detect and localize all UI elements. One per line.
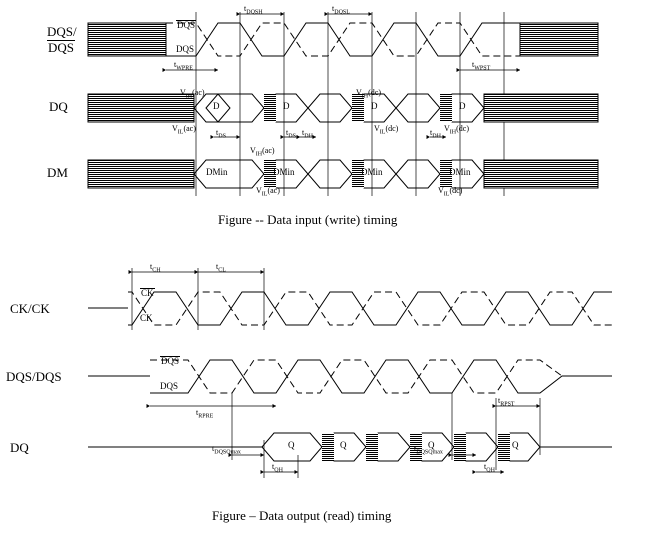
data-cell-label-dmin4: DMin	[449, 167, 471, 177]
timing-param-tch: $t_{CH}$	[150, 262, 161, 274]
data-cell-label-d2: D	[283, 101, 290, 111]
level-label-vih-ac-1: $V_{IH}(ac)$	[180, 88, 205, 100]
signal-label-dq-write: DQ	[49, 99, 68, 114]
data-cell-label-q1: Q	[288, 440, 295, 450]
signal-label-dqs-read: DQS/DQS	[6, 369, 62, 384]
signal-label-dm-write: DM	[47, 165, 68, 180]
timing-param-trpre: $t_{RPRE}$	[196, 408, 214, 420]
waveform-label-dqs-bar-read: DQS	[161, 356, 180, 366]
level-label-vil-ac-2: $V_{IL}(ac)$	[256, 186, 280, 198]
timing-param-tdqsl: $t_{DQSL}$	[332, 4, 350, 16]
data-cell-label-d4: D	[459, 101, 466, 111]
timing-param-twpst: $t_{WPST}$	[472, 60, 491, 72]
timing-param-tcl: $t_{CL}$	[216, 262, 226, 274]
timing-param-tds-1: $t_{DS}$	[216, 128, 226, 140]
timing-param-tdh-2: $t_{DH}$	[430, 128, 441, 140]
signal-label-dqs-top: DQS/	[47, 24, 77, 39]
level-label-vih-dc-2: $V_{IH}(dc)$	[444, 124, 470, 136]
timing-param-twpre: $t_{WPRE}$	[174, 60, 193, 72]
waveform-label-dqs-read: DQS	[160, 381, 179, 391]
figure-caption-write: Figure -- Data input (write) timing	[218, 212, 398, 227]
data-cell-label-dmin2: DMin	[273, 167, 295, 177]
timing-param-tdqsqmax-1: $t_{DQSQmax}$	[212, 444, 241, 456]
timing-param-tdh-1: $t_{DH}$	[302, 128, 313, 140]
figure-caption-read: Figure – Data output (read) timing	[212, 508, 392, 523]
level-label-vil-ac-1: $V_{IL}(ac)$	[172, 124, 196, 136]
signal-label-dq-read: DQ	[10, 440, 29, 455]
timing-param-tqh-2: $t_{QH}$	[484, 462, 495, 474]
data-cell-label-q2: Q	[340, 440, 347, 450]
level-label-vih-dc-1: $V_{IH}(dc)$	[356, 88, 382, 100]
timing-param-tdqsqmax-2: $t_{DQSQmax}$	[414, 444, 443, 456]
data-cell-label-dmin1: DMin	[206, 167, 228, 177]
signal-label-ck: CK/CK	[10, 301, 50, 316]
timing-param-tds-2: $t_{DS}$	[286, 128, 296, 140]
signal-label-dqs-bar: DQS	[48, 40, 75, 55]
level-label-vil-dc-2: $V_{IL}(dc)$	[438, 186, 463, 198]
data-cell-label-d3: D	[371, 101, 378, 111]
waveform-label-ck: CK	[140, 313, 153, 323]
timing-param-trpst: $t_{RPST}$	[498, 396, 515, 408]
level-label-vih-ac-2: $V_{IH}(ac)$	[250, 146, 275, 158]
data-cell-label-q4: Q	[512, 440, 519, 450]
timing-param-tqh-1: $t_{QH}$	[272, 462, 283, 474]
data-cell-label-q3: Q	[428, 440, 435, 450]
level-label-vil-dc-1: $V_{IL}(dc)$	[374, 124, 399, 136]
data-cell-label-d1: D	[213, 101, 220, 111]
timing-param-tdqsh: $t_{DQSH}$	[244, 4, 263, 16]
waveform-label-ck-bar: CK	[141, 288, 154, 298]
waveform-label-dqs-bar: DQS	[177, 20, 196, 30]
data-cell-label-dmin3: DMin	[361, 167, 383, 177]
waveform-label-dqs: DQS	[176, 44, 195, 54]
